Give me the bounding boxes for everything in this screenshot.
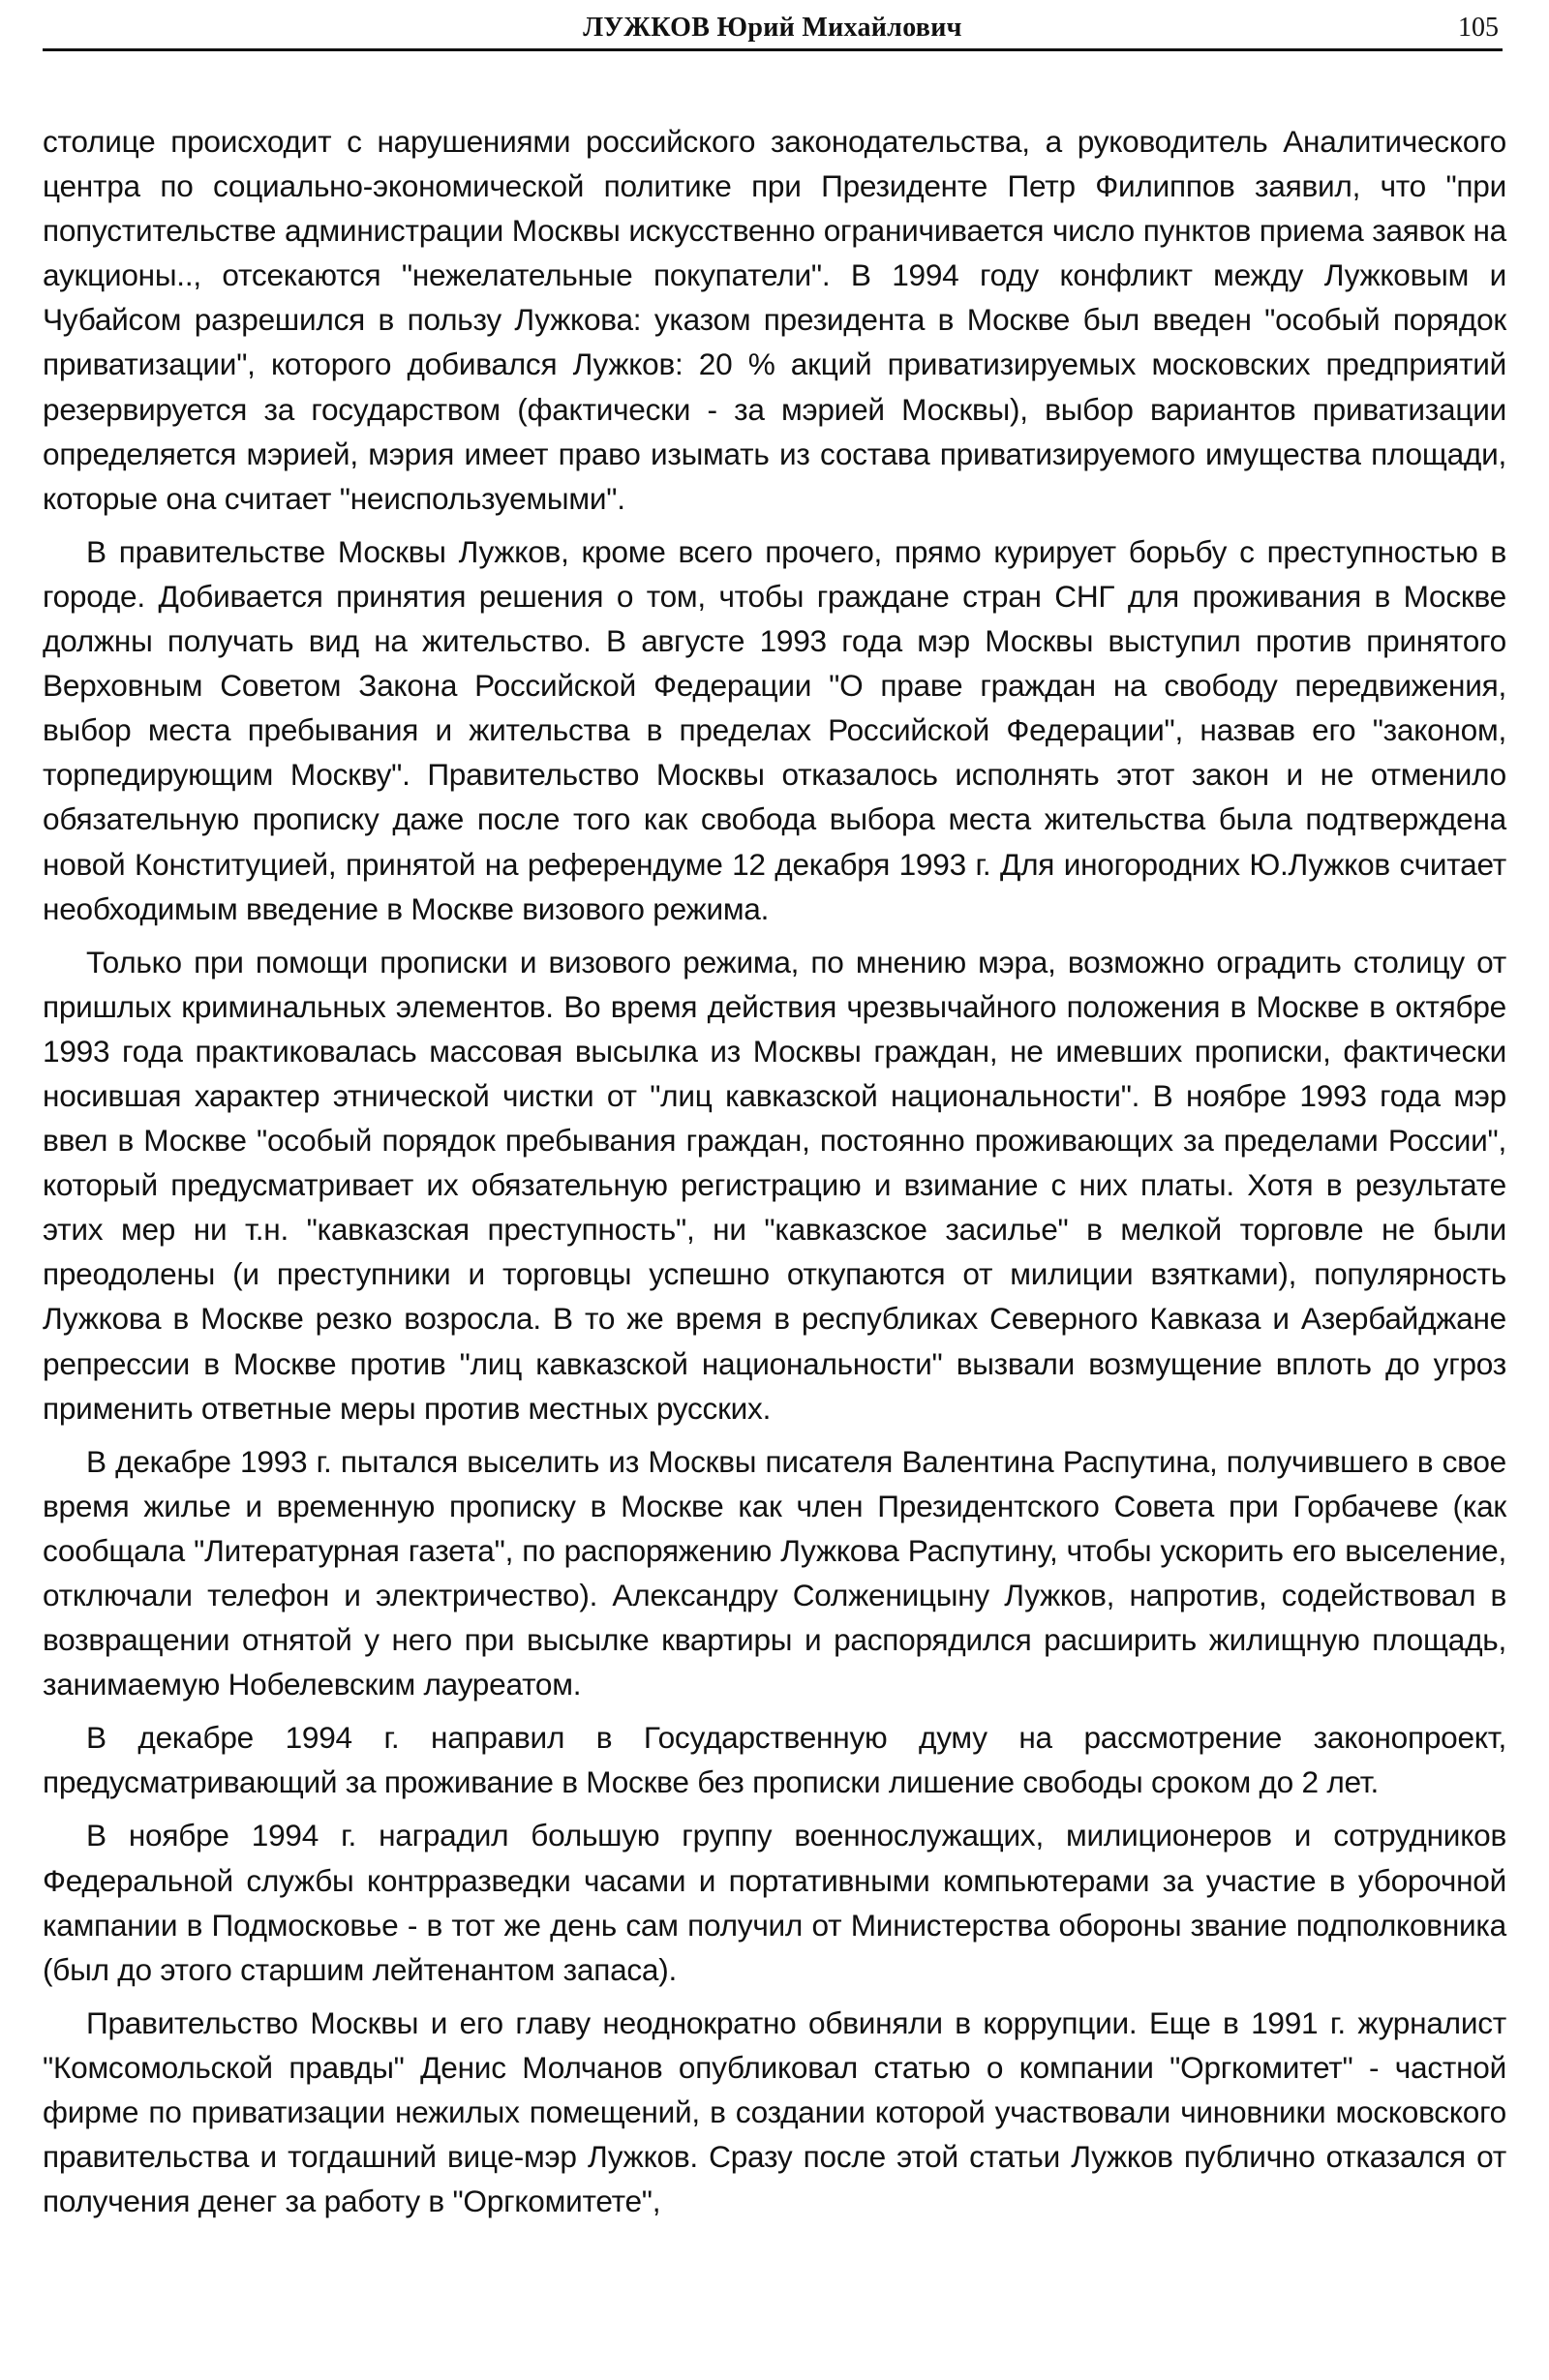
running-header — [43, 10, 1503, 51]
paragraph-rasputin: В декабре 1993 г. пытался выселить из Москвы писателя Валентина Распутина, получившего в свое время жилье и временную прописку в Москве как член Президентского Совета при Горбачеве (как сообщала "Литературная газета", по распоряжению Лужкова Распутину, чтобы ускорить его выселение, отключали телефон и электричество). Александру Солженицыну Лужков, напротив, содействовал в возвращении отнятой у него при высылке квартиры и распорядился расширить жилищную площадь, занимаемую Нобелевским лауреатом. — [43, 1443, 1506, 1702]
body-text — [43, 119, 1506, 2232]
paragraph-crime: В правительстве Москвы Лужков, кроме всего прочего, прямо курирует борьбу с преступностью в городе. Добивается принятия решения о том, чтобы граждане стран СНГ для проживания в Москве должны получать вид на жительство. В августе 1993 года мэр Москвы выступил против принятого Верховным Советом Закона Российской Федерации "О праве граждан на свободу передвижения, выбор места пребывания и жительства в пределах Российской Федерации", назвав его "законом, торпедирующим Москву". Правительство Москвы отказалось исполнять этот закон и не отменило обязательную прописку даже после того как свобода выбора места жительства была подтверждена новой Конституцией, принятой на референдуме 12 декабря 1993 г. Для иногородних Ю.Лужков считает необходимым введение в Москве визового режима. — [43, 533, 1506, 926]
running-title: ЛУЖКОВ Юрий Михайлович — [583, 13, 962, 43]
page-number: 105 — [1458, 13, 1499, 43]
paragraph-registration: Только при помощи прописки и визового режима, по мнению мэра, возможно оградить столицу от пришлых криминальных элементов. Во время действия чрезвычайного положения в Москве в октябре 1993 года практиковалась массовая высылка из Москвы граждан, не имевших прописки, фактически носившая характер этнической чистки от "лиц кавказской национальности". В ноябре 1993 года мэр ввел в Москве "особый порядок пребывания граждан, постоянно проживающих за пределами России", который предусматривает их обязательную регистрацию и взимание с них платы. Хотя в результате этих мер ни т.н. "кавказская преступность", ни "кавказское засилье" в мелкой торговле не были преодолены (и преступники и торговцы успешно откупаются от милиции взятками), популярность Лужкова в Москве резко возросла. В то же время в республиках Северного Кавказа и Азербайджане репрессии в Москве против "лиц кавказской национальности" вызвали возмущение вплоть до угроз применить ответные меры против местных русских. — [43, 944, 1506, 1426]
paragraph-corruption: Правительство Москвы и его главу неоднократно обвиняли в коррупции. Еще в 1991 г. журналист "Комсомольской правды" Денис Молчанов опубликовал статью о компании "Оргкомитет" - частной фирме по приватизации нежилых помещений, в создании которой участвовали чиновники московского правительства и тогдашний вице-мэр Лужков. Сразу после этой статьи Лужков публично отказался от получения денег за работу в "Оргкомитете", — [43, 2004, 1506, 2219]
paragraph-privatization: столице происходит с нарушениями российского законодательства, а руководитель Аналитического центра по социально-экономической политике при Президенте Петр Филиппов заявил, что "при попустительстве администрации Москвы искусственно ограничивается число пунктов приема заявок на аукционы.., отсекаются "нежелательные покупатели". В 1994 году конфликт между Лужковым и Чубайсом разрешился в пользу Лужкова: указом президента в Москве был введен "особый порядок приватизации", которого добивался Лужков: 20 % акций приватизируемых московских предприятий резервируется за государством (фактически - за мэрией Москвы), выбор вариантов приватизации определяется мэрией, мэрия имеет право изымать из состава приватизируемого имущества площади, которые она считает "неиспользуемыми". — [43, 124, 1506, 516]
paragraph-bill-1994: В декабре 1994 г. направил в Государственную думу на рассмотрение законопроект, предусматривающий за проживание в Москве без прописки лишение свободы сроком до 2 лет. — [43, 1720, 1506, 1800]
paragraph-awards: В ноябре 1994 г. наградил большую группу военнослужащих, милиционеров и сотрудников Федеральной службы контрразведки часами и портативными компьютерами за участие в уборочной кампании в Подмосковье - в тот же день сам получил от Министерства обороны звание подполковника (был до этого старшим лейтенантом запаса). — [43, 1818, 1506, 1987]
